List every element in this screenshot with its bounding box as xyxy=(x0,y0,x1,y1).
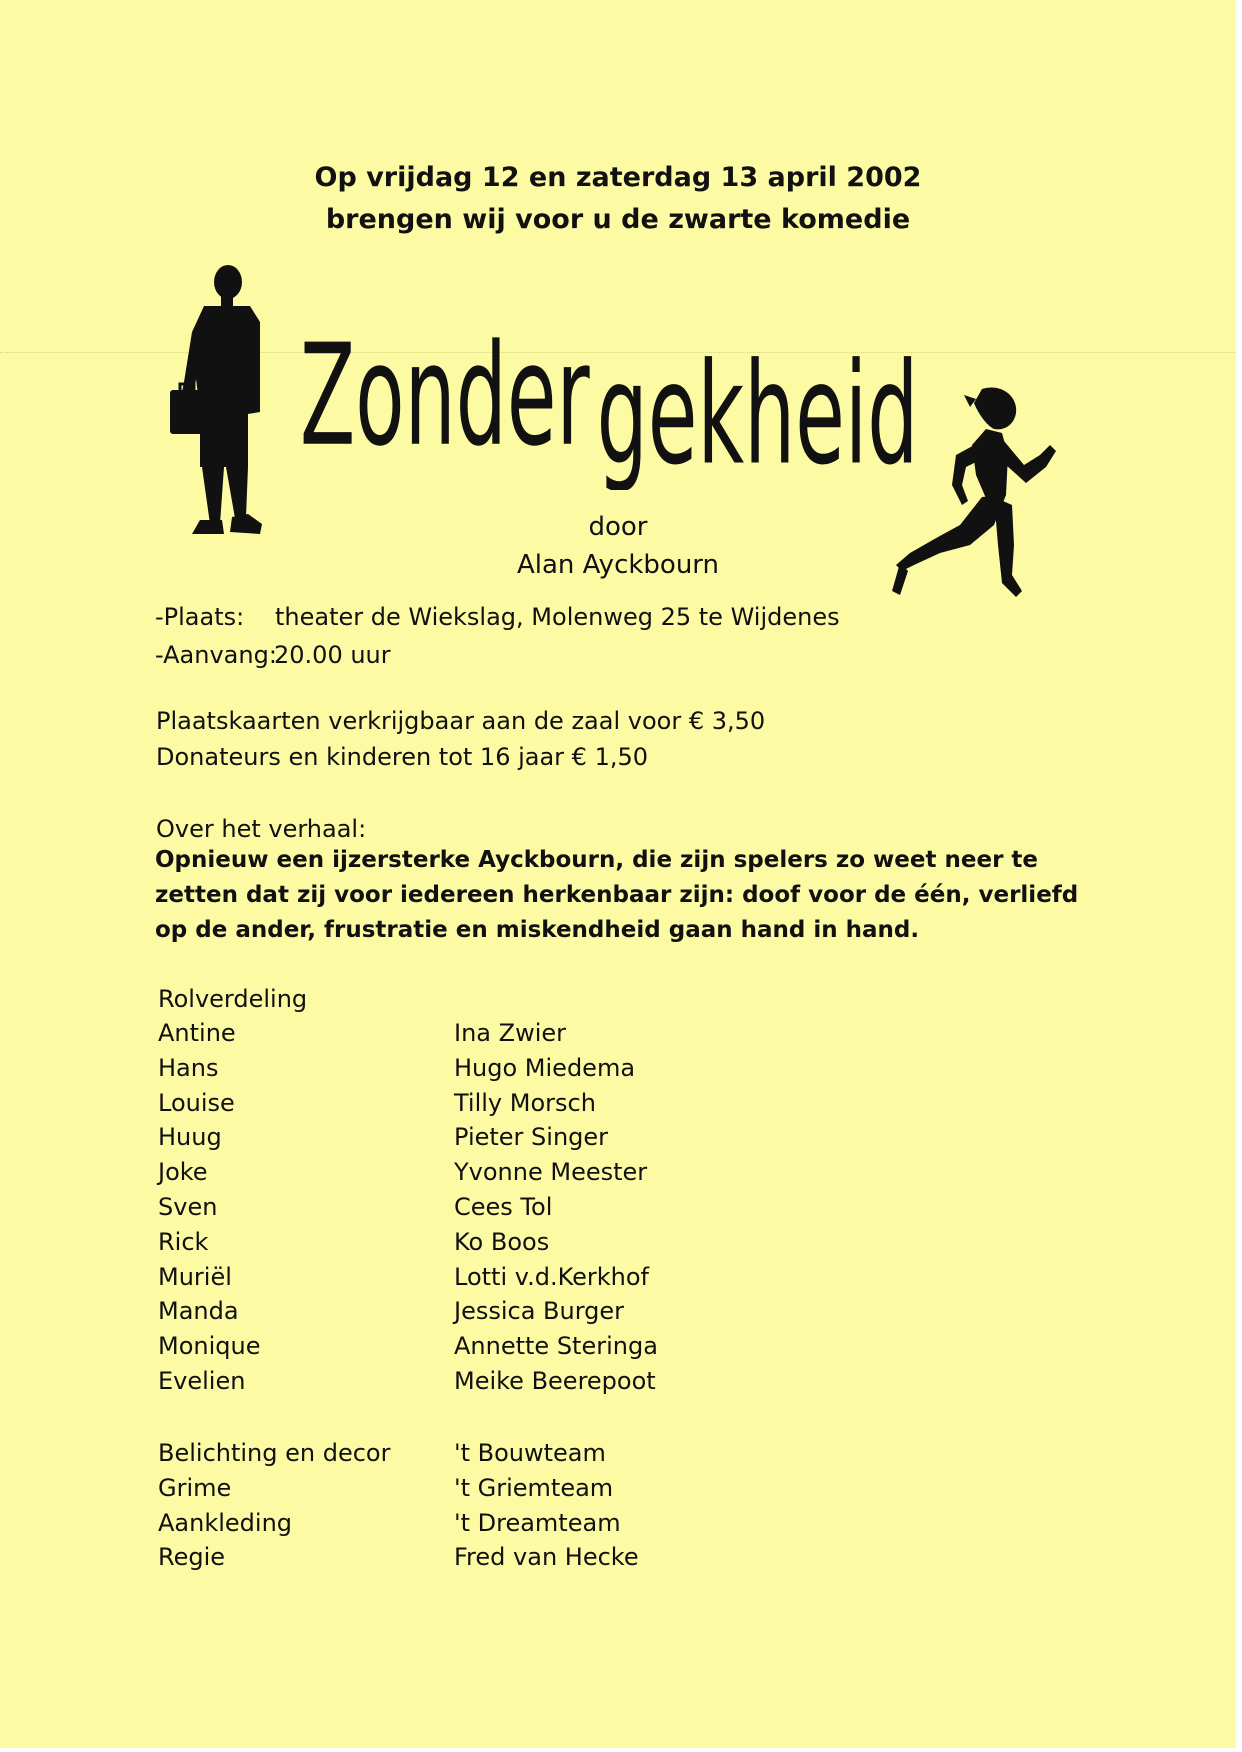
crew-role: Aankleding xyxy=(158,1508,293,1537)
crew-actor: Fred van Hecke xyxy=(454,1543,639,1572)
cast-actor: Cees Tol xyxy=(454,1193,553,1221)
crew-row xyxy=(158,1543,718,1577)
cast-actor: Pieter Singer xyxy=(454,1123,609,1152)
cast-row xyxy=(158,1158,718,1192)
title-word-2: gekheid xyxy=(596,332,919,490)
place-value: theater de Wiekslag, Molenweg 25 te Wijdenes xyxy=(275,603,840,631)
crew-actor: 't Griemteam xyxy=(454,1473,614,1502)
crew-role: Belichting en decor xyxy=(158,1439,391,1467)
crew-row xyxy=(158,1474,718,1508)
cast-role: Evelien xyxy=(158,1367,246,1395)
story-heading: Over het verhaal: xyxy=(156,815,367,843)
start-value: 20.00 uur xyxy=(274,641,391,669)
crew-role: Regie xyxy=(158,1543,226,1572)
cast-actor: Jessica Burger xyxy=(454,1297,625,1326)
cast-role: Monique xyxy=(158,1332,261,1361)
author-by: door xyxy=(588,512,648,542)
header-line-2: brengen wij voor u de zwarte komedie xyxy=(325,204,911,235)
place-label: -Plaats: xyxy=(155,603,245,631)
cast-row xyxy=(158,1297,718,1331)
crew-role: Grime xyxy=(158,1473,232,1502)
crew-row xyxy=(158,1509,718,1543)
businessman-silhouette-icon xyxy=(170,262,275,542)
author-name: Alan Ayckbourn xyxy=(516,550,720,580)
cast-actor: Tilly Morsch xyxy=(454,1088,596,1117)
cast-row xyxy=(158,1019,718,1053)
crew-actor: 't Dreamteam xyxy=(454,1508,621,1537)
cast-role: Rick xyxy=(158,1227,209,1256)
cast-row xyxy=(158,1332,718,1366)
cast-role: Manda xyxy=(158,1297,239,1326)
cast-role: Hans xyxy=(158,1053,219,1082)
cast-row xyxy=(158,1193,718,1227)
cast-row xyxy=(158,1123,718,1157)
cast-row xyxy=(158,1367,718,1401)
cast-role: Huug xyxy=(158,1123,222,1152)
cast-role: Sven xyxy=(158,1193,218,1221)
cast-actor: Meike Beerepoot xyxy=(454,1367,656,1395)
cast-row xyxy=(158,1089,718,1123)
cast-heading: Rolverdeling xyxy=(158,985,308,1013)
cast-actor: Yvonne Meester xyxy=(454,1158,648,1187)
play-title xyxy=(300,250,920,490)
ticket-discount-line: Donateurs en kinderen tot 16 jaar € 1,50 xyxy=(156,743,649,771)
cast-row xyxy=(158,1228,718,1262)
cast-role: Muriël xyxy=(158,1262,232,1291)
story-text: Opnieuw een ijzersterke Ayckbourn, die zijn spelers zo weet neer te zetten dat zij voor iedereen herkenbaar zijn: doof voor de één, verliefd op de ander, frustratie en miskendheid gaan hand in hand. xyxy=(155,847,1079,943)
cast-actor: Lotti v.d.Kerkhof xyxy=(454,1262,649,1291)
cast-role: Antine xyxy=(158,1019,236,1047)
cast-actor: Ina Zwier xyxy=(454,1019,566,1047)
cast-actor: Annette Steringa xyxy=(454,1332,658,1361)
crew-row xyxy=(158,1439,718,1473)
ticket-price-line: Plaatskaarten verkrijgbaar aan de zaal voor € 3,50 xyxy=(156,707,766,735)
cast-row xyxy=(158,1263,718,1297)
title-word-1: Zonder xyxy=(300,313,590,477)
cast-role: Joke xyxy=(158,1158,208,1187)
start-label: -Aanvang: xyxy=(155,641,277,669)
cast-actor: Hugo Miedema xyxy=(454,1053,636,1082)
crew-actor: 't Bouwteam xyxy=(454,1439,606,1467)
header-line-1: Op vrijdag 12 en zaterdag 13 april 2002 xyxy=(314,162,922,193)
cast-role: Louise xyxy=(158,1088,235,1117)
cast-actor: Ko Boos xyxy=(454,1227,550,1256)
cast-row xyxy=(158,1054,718,1088)
